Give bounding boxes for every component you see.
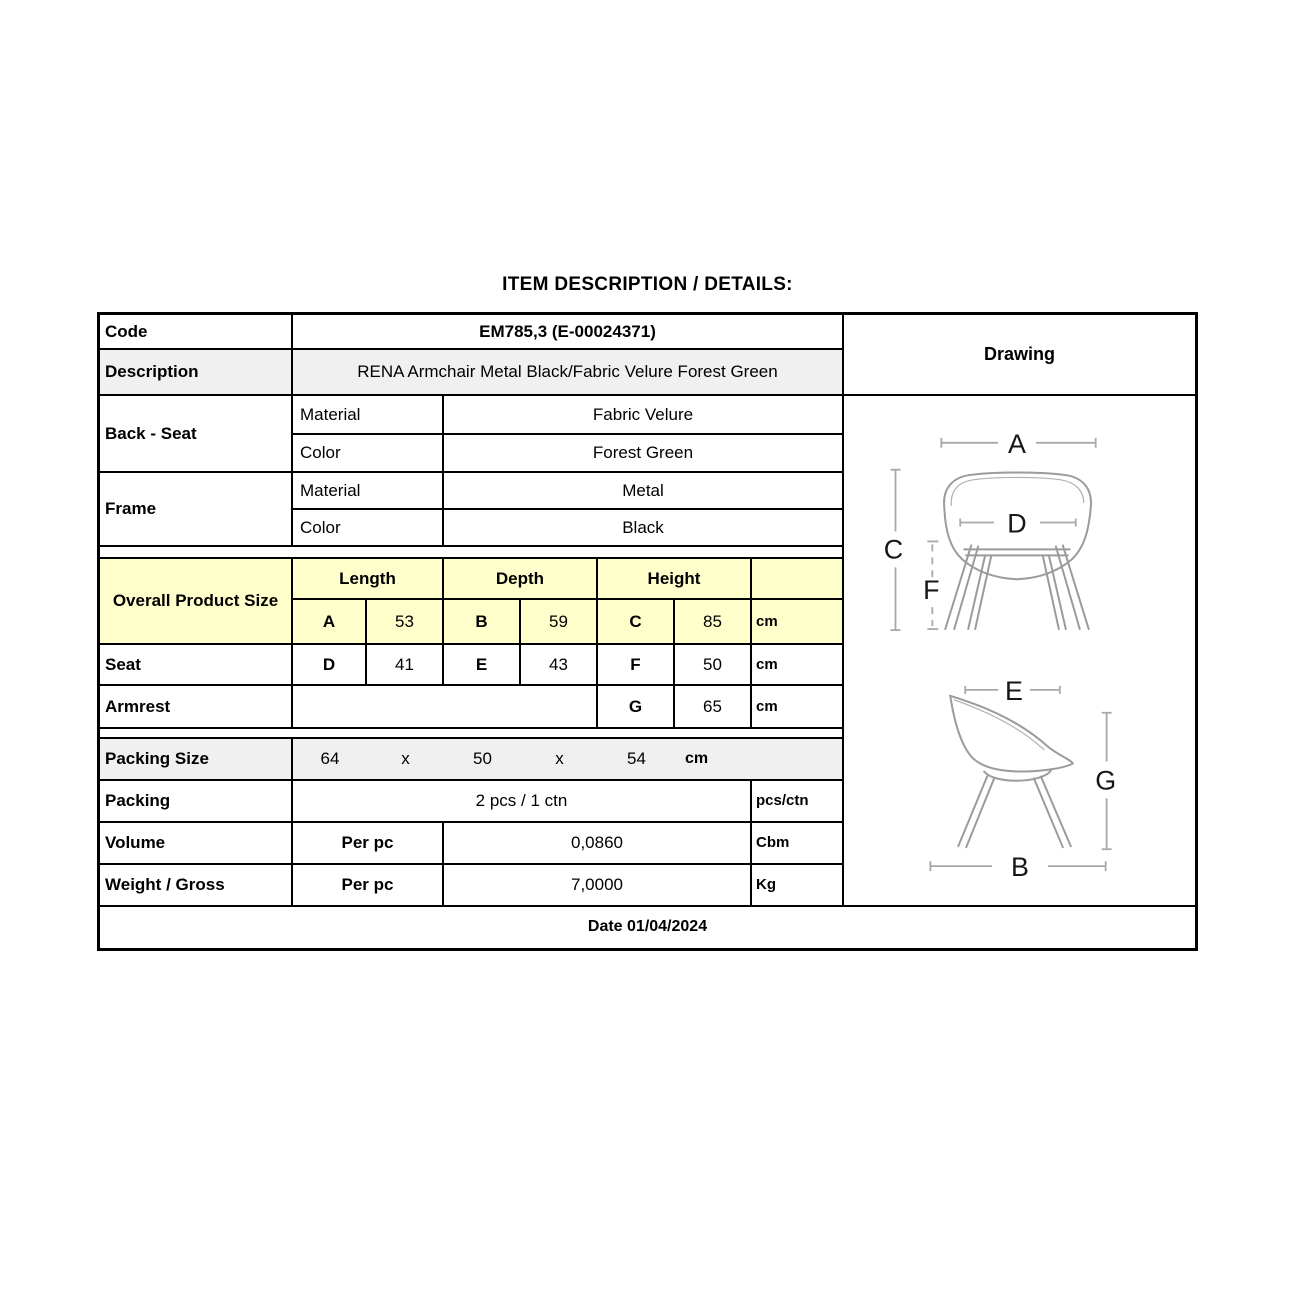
front-legs	[945, 545, 1088, 629]
packing-size-length: 64	[320, 749, 340, 769]
separator-row	[100, 729, 844, 739]
back-seat-material-value: Fabric Velure	[444, 396, 844, 435]
back-seat-material-label: Material	[293, 396, 444, 435]
dimension-f-label: F	[923, 575, 940, 606]
dimension-b-label: B	[1011, 852, 1029, 883]
height-header: Height	[598, 559, 752, 600]
dim-d-letter: D	[293, 645, 367, 686]
packing-unit: pcs/ctn	[752, 781, 844, 823]
depth-header: Depth	[444, 559, 598, 600]
weight-unit: Kg	[752, 865, 844, 907]
date-row: Date 01/04/2024	[100, 907, 1195, 948]
chair-drawing	[844, 396, 1195, 905]
seat-unit: cm	[752, 645, 844, 686]
armrest-unit: cm	[752, 686, 844, 729]
dimension-d-label: D	[1007, 508, 1027, 539]
packing-value: 2 pcs / 1 ctn	[293, 781, 752, 823]
dimension-a-label: A	[1008, 428, 1026, 459]
packing-size-x1: x	[401, 749, 410, 769]
volume-per-pc: Per pc	[293, 823, 444, 865]
dim-c-value: 85	[675, 600, 752, 645]
dim-g-value: 65	[675, 686, 752, 729]
weight-label: Weight / Gross	[100, 865, 293, 907]
seat-label: Seat	[100, 645, 293, 686]
code-value: EM785,3 (E-00024371)	[293, 315, 844, 350]
dim-e-value: 43	[521, 645, 598, 686]
dim-e-letter: E	[444, 645, 521, 686]
description-value: RENA Armchair Metal Black/Fabric Velure Forest Green	[293, 350, 844, 396]
dim-c-letter: C	[598, 600, 675, 645]
length-header: Length	[293, 559, 444, 600]
volume-label: Volume	[100, 823, 293, 865]
frame-label: Frame	[100, 473, 293, 547]
frame-color-label: Color	[293, 510, 444, 547]
overall-unit: cm	[752, 600, 844, 645]
drawing-panel	[844, 396, 1195, 907]
overall-size-label: Overall Product Size	[100, 559, 293, 645]
packing-size-label: Packing Size	[100, 739, 293, 781]
dim-g-letter: G	[598, 686, 675, 729]
drawing-header: Drawing	[844, 315, 1195, 396]
front-shell-rim	[951, 477, 1084, 505]
packing-size-x2: x	[555, 749, 564, 769]
dim-d-value: 41	[367, 645, 444, 686]
packing-size-value	[293, 739, 844, 781]
dim-a-value: 53	[367, 600, 444, 645]
dimension-e-label: E	[1005, 675, 1023, 706]
side-shell-edge	[954, 700, 1044, 750]
packing-size-height: 54	[627, 749, 646, 769]
dim-a-letter: A	[293, 600, 367, 645]
side-legs	[958, 771, 1071, 848]
volume-value: 0,0860	[444, 823, 752, 865]
dimension-g-label: G	[1095, 765, 1117, 796]
dim-f-letter: F	[598, 645, 675, 686]
side-shell-outline	[950, 696, 1073, 772]
back-seat-label: Back - Seat	[100, 396, 293, 473]
armrest-blank	[293, 686, 598, 729]
page-title: ITEM DESCRIPTION / DETAILS:	[502, 274, 793, 295]
dim-f-value: 50	[675, 645, 752, 686]
description-label: Description	[100, 350, 293, 396]
dim-b-value: 59	[521, 600, 598, 645]
packing-size-unit: cm	[685, 749, 709, 767]
weight-value: 7,0000	[444, 865, 752, 907]
frame-material-label: Material	[293, 473, 444, 510]
frame-material-value: Metal	[444, 473, 844, 510]
volume-unit: Cbm	[752, 823, 844, 865]
weight-per-pc: Per pc	[293, 865, 444, 907]
spec-table	[97, 312, 1198, 951]
armrest-label: Armrest	[100, 686, 293, 729]
packing-size-width: 50	[473, 749, 492, 769]
packing-label: Packing	[100, 781, 293, 823]
back-seat-color-value: Forest Green	[444, 435, 844, 473]
back-seat-color-label: Color	[293, 435, 444, 473]
frame-color-value: Black	[444, 510, 844, 547]
size-header-blank	[752, 559, 844, 600]
separator-row	[100, 547, 844, 559]
code-label: Code	[100, 315, 293, 350]
dim-b-letter: B	[444, 600, 521, 645]
dimension-c-label: C	[883, 534, 904, 565]
